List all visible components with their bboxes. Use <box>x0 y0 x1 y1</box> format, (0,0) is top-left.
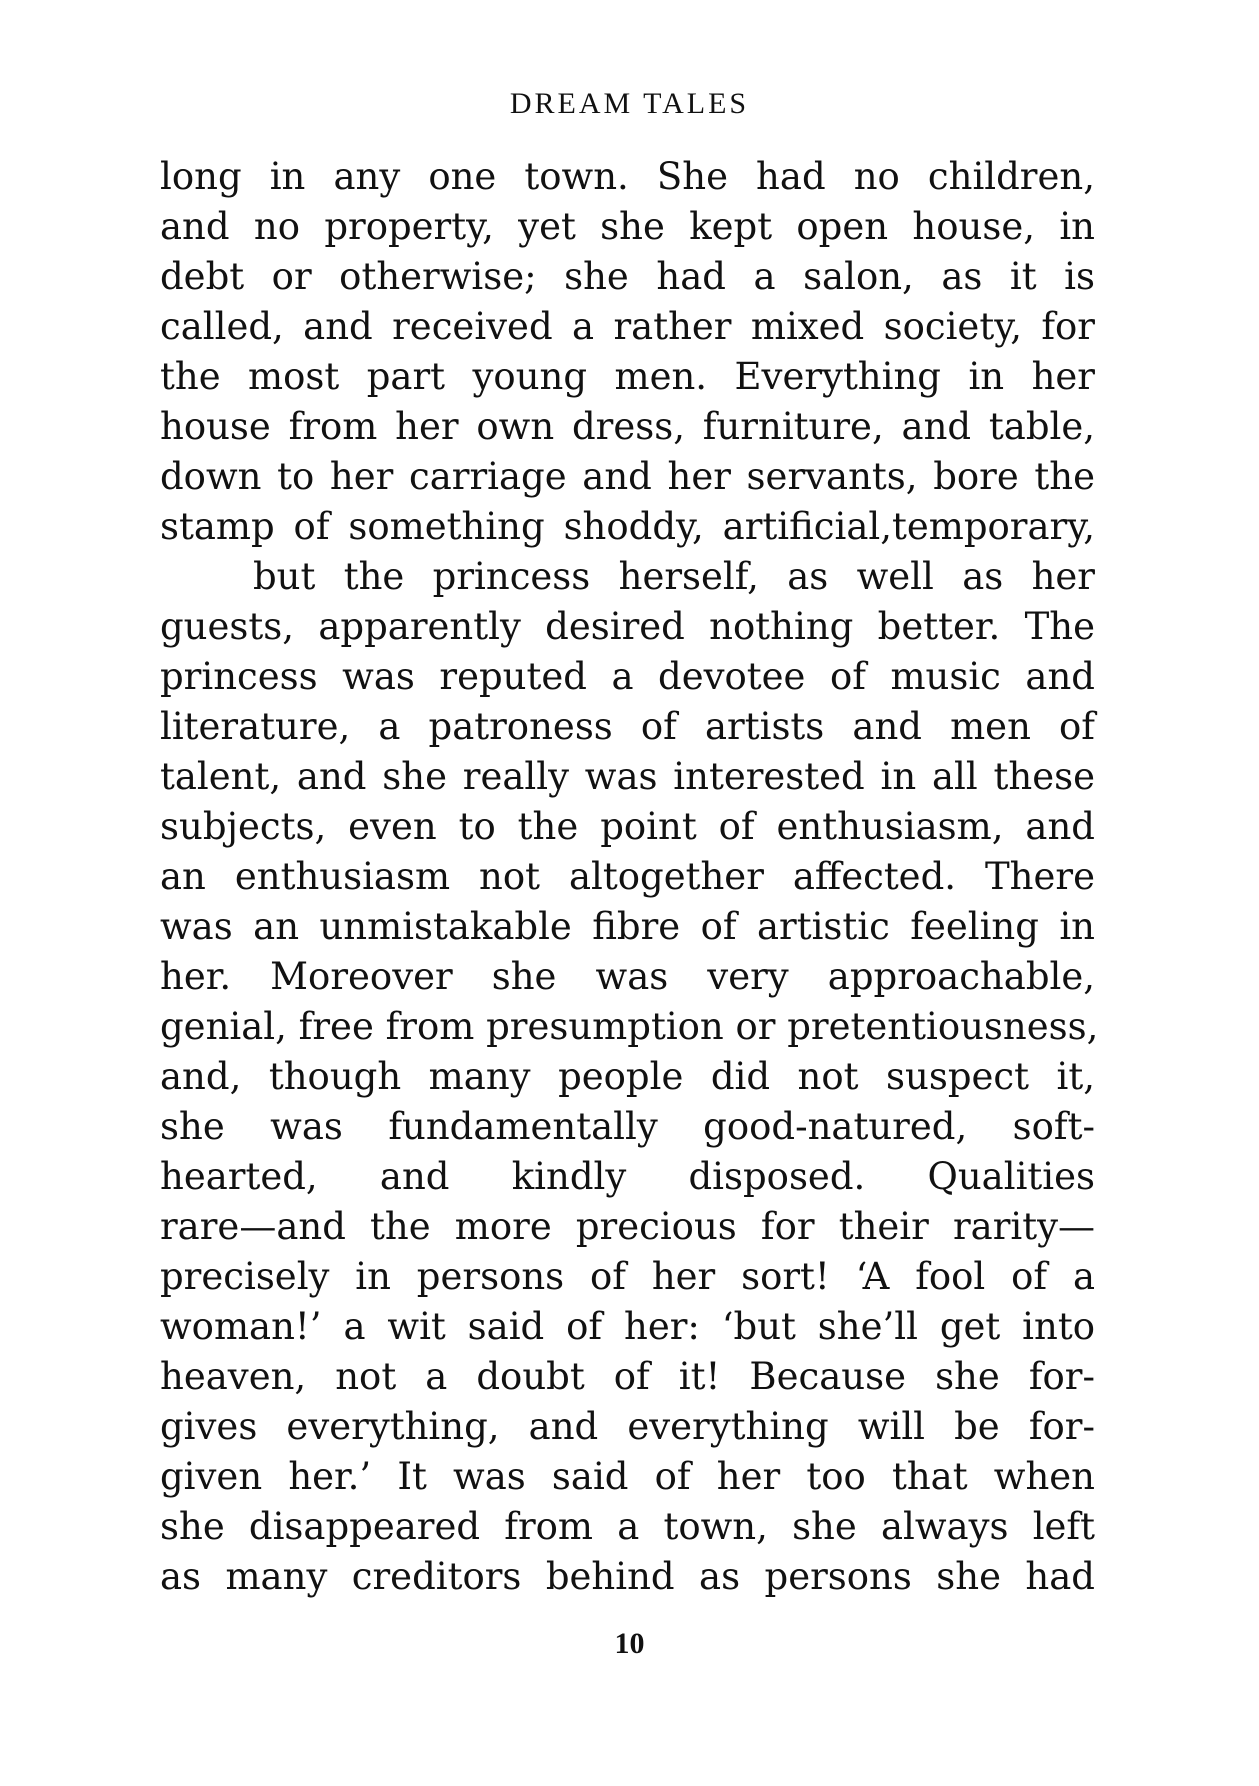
text-line: she disappeared from a town, she always left <box>160 1505 1095 1548</box>
text-line: guests, apparently desired nothing better. The <box>160 605 1095 648</box>
text-line: house from her own dress, furniture, and table, <box>160 405 1095 448</box>
text-line: the most part young men. Everything in her <box>160 355 1095 398</box>
text-line: long in any one town. She had no children, <box>160 155 1095 198</box>
text-line: talent, and she really was interested in all these <box>160 755 1095 798</box>
text-line: called, and received a rather mixed society, for <box>160 305 1095 348</box>
running-head: DREAM TALES <box>509 87 750 120</box>
text-line: stamp of something shoddy, artificial,temporary, <box>160 505 1095 548</box>
text-line: princess was reputed a devotee of music and <box>160 655 1095 698</box>
text-line: as many creditors behind as persons she had <box>160 1555 1095 1598</box>
text-line: an enthusiasm not altogether affected. There <box>160 855 1095 898</box>
page-number: 10 <box>614 1627 645 1660</box>
text-line: subjects, even to the point of enthusiasm, and <box>160 805 1095 848</box>
text-line-indented: but the princess herself, as well as her <box>253 555 1095 598</box>
text-line: literature, a patroness of artists and men of <box>160 705 1095 748</box>
text-line: genial, free from presumption or pretentiousness, <box>160 1005 1099 1048</box>
text-line: was an unmistakable fibre of artistic feeling in <box>160 905 1095 948</box>
text-line: she was fundamentally good-natured, soft- <box>160 1105 1095 1148</box>
text-line: heaven, not a doubt of it! Because she for- <box>160 1355 1095 1398</box>
text-line: given her.’ It was said of her too that when <box>160 1455 1095 1498</box>
text-line: woman!’ a wit said of her: ‘but she’ll get into <box>160 1305 1095 1348</box>
text-line: gives everything, and everything will be for- <box>160 1405 1095 1448</box>
text-line: rare—and the more precious for their rarity— <box>160 1205 1095 1248</box>
text-line: precisely in persons of her sort! ‘A fool of a <box>160 1255 1095 1298</box>
text-line: her. Moreover she was very approachable, <box>160 955 1095 998</box>
text-line: and no property, yet she kept open house, in <box>160 205 1095 248</box>
text-line: down to her carriage and her servants, bore the <box>160 455 1095 498</box>
text-line: hearted, and kindly disposed. Qualities <box>160 1155 1095 1198</box>
text-line: debt or otherwise; she had a salon, as it is <box>160 255 1095 298</box>
text-line: and, though many people did not suspect it, <box>160 1055 1095 1098</box>
body-text <box>160 152 1099 1602</box>
